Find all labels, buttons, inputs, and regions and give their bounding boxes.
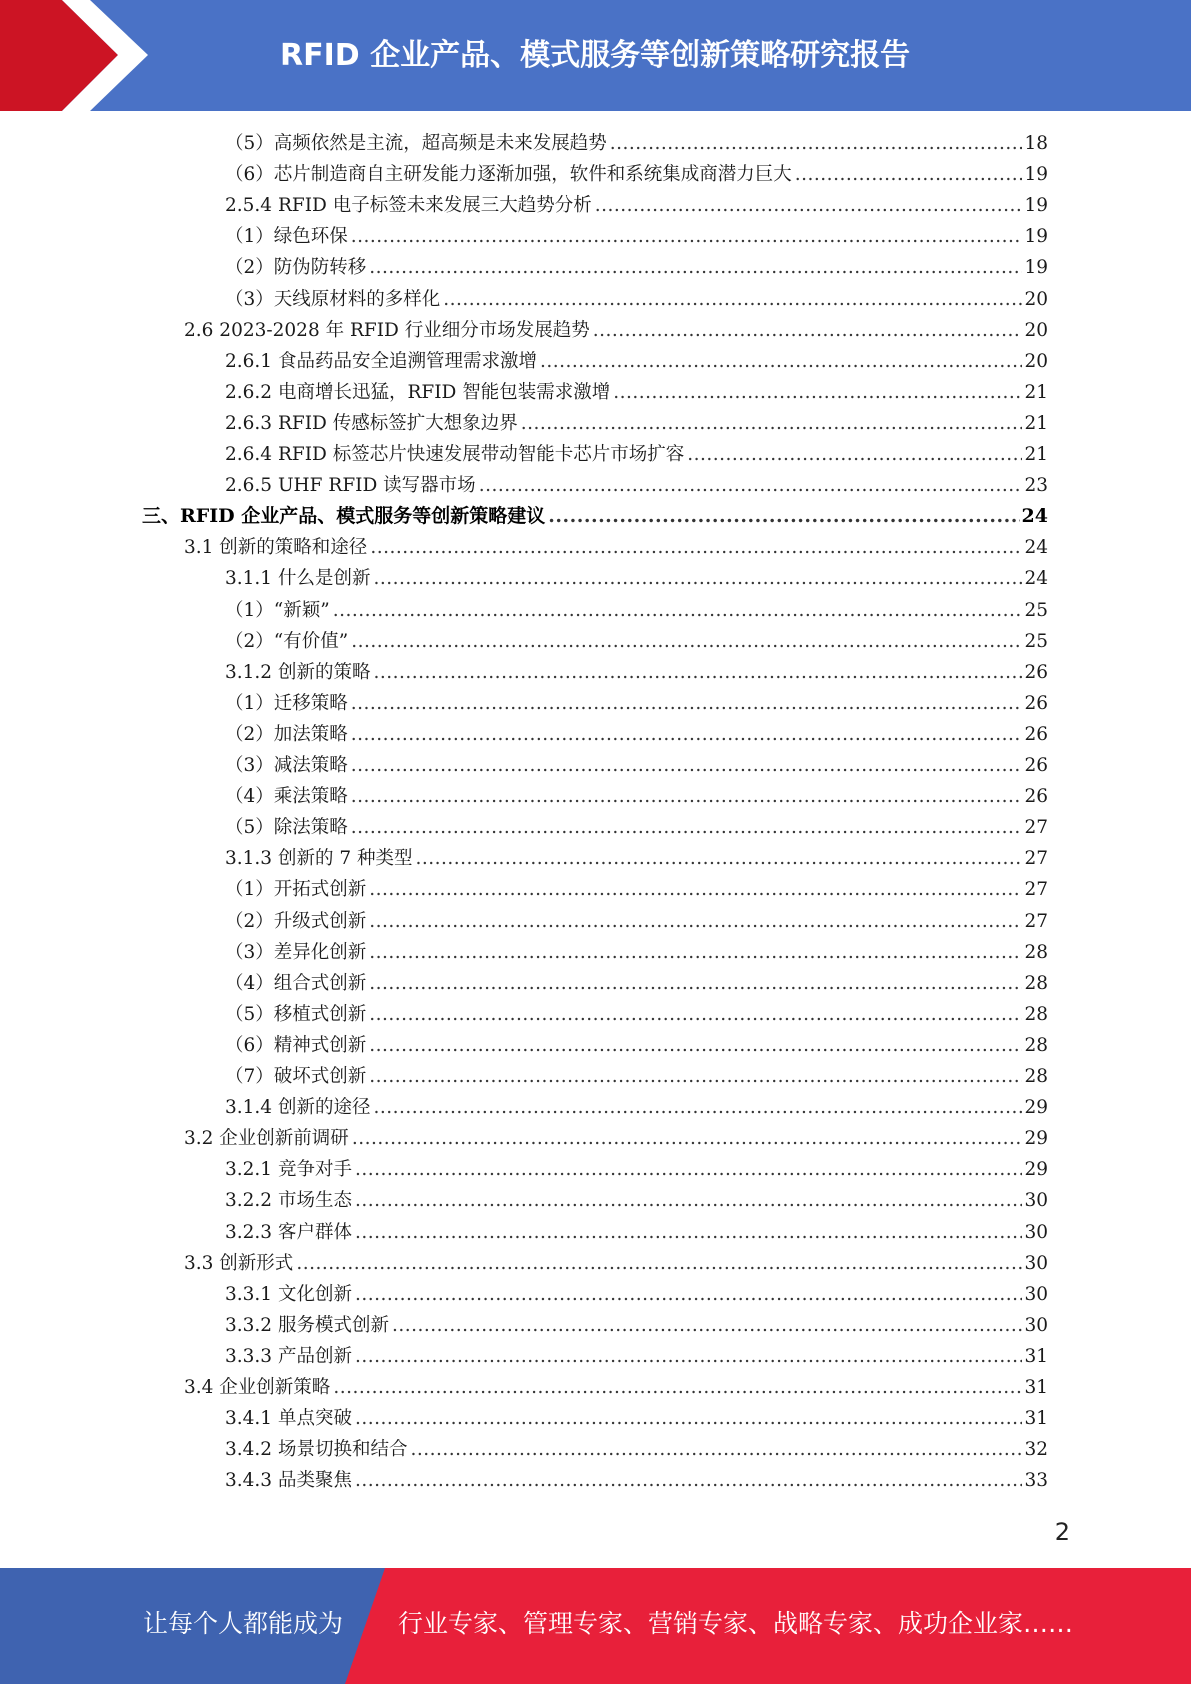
toc-entry-label: 2.6.4 RFID 标签芯片快速发展带动智能卡芯片市场扩容 (225, 444, 685, 465)
toc-entry-page: 28 (1024, 1034, 1048, 1056)
toc-entry[interactable] (225, 937, 1048, 968)
toc-entry[interactable] (225, 377, 1048, 408)
toc-entry-page: 20 (1024, 288, 1048, 310)
toc-entry[interactable] (225, 843, 1048, 874)
toc-entry-label: （6）芯片制造商自主研发能力逐渐加强，软件和系统集成商潜力巨大 (225, 164, 792, 186)
toc-entry-label: （3）差异化创新 (225, 941, 367, 963)
toc-entry[interactable] (225, 874, 1048, 905)
toc-entry-page: 19 (1024, 226, 1048, 248)
toc-entry-label: 3.1.1 什么是创新 (225, 568, 371, 590)
toc-entry-label: 三、RFID 企业产品、模式服务等创新策略建议 (142, 505, 546, 528)
toc-entry-page: 19 (1024, 195, 1048, 217)
toc-entry-label: （3）天线原材料的多样化 (225, 288, 441, 310)
toc-entry[interactable] (225, 1030, 1048, 1061)
toc-entry-page: 24 (1024, 537, 1048, 559)
toc-entry-label: 3.1 创新的策略和途径 (184, 537, 368, 559)
toc-leader-dots (296, 1248, 1022, 1279)
toc-leader-dots (355, 1341, 1023, 1372)
toc-entry[interactable] (184, 1248, 1048, 1279)
toc-leader-dots (355, 1217, 1023, 1248)
toc-leader-dots (355, 1185, 1023, 1216)
toc-leader-dots (610, 128, 1023, 159)
toc-entry[interactable] (184, 1123, 1048, 1154)
toc-entry-label: 3.2 企业创新前调研 (184, 1128, 349, 1150)
toc-entry[interactable] (225, 999, 1048, 1030)
toc-entry[interactable] (184, 532, 1048, 563)
toc-leader-dots (369, 999, 1022, 1030)
toc-entry-page: 28 (1024, 972, 1048, 994)
toc-leader-dots (795, 159, 1023, 190)
toc-leader-dots (369, 252, 1022, 283)
toc-entry-label: 3.4.3 品类聚焦 (225, 1470, 352, 1492)
toc-entry[interactable] (225, 1279, 1048, 1310)
toc-entry-page: 31 (1024, 1408, 1048, 1430)
toc-entry[interactable] (225, 470, 1048, 501)
toc-leader-dots (355, 1403, 1023, 1434)
toc-leader-dots (443, 284, 1022, 315)
toc-entry-page: 21 (1024, 381, 1048, 403)
toc-entry[interactable] (225, 563, 1048, 594)
toc-entry[interactable] (142, 501, 1048, 532)
toc-entry[interactable] (225, 221, 1048, 252)
toc-entry[interactable] (225, 1403, 1048, 1434)
toc-entry-label: （5）高频依然是主流，超高频是未来发展趋势 (225, 133, 607, 154)
toc-leader-dots (355, 1465, 1023, 1496)
toc-entry[interactable] (225, 781, 1048, 812)
toc-entry-label: （4）组合式创新 (225, 972, 367, 994)
toc-entry[interactable] (225, 1185, 1048, 1216)
toc-entry-label: （2）防伪防转移 (225, 257, 367, 279)
toc-entry-page: 21 (1024, 444, 1048, 465)
toc-leader-dots (613, 377, 1022, 408)
toc-leader-dots (352, 1123, 1023, 1154)
toc-entry-label: （1）绿色环保 (225, 226, 348, 248)
toc-entry-page: 28 (1024, 1003, 1048, 1025)
toc-entry[interactable] (184, 315, 1048, 346)
page-number: 2 (1054, 1518, 1070, 1546)
toc-leader-dots (351, 221, 1023, 252)
toc-entry-page: 19 (1024, 164, 1048, 186)
toc-entry-page: 26 (1024, 755, 1048, 776)
toc-entry[interactable] (225, 812, 1048, 843)
toc-leader-dots (351, 812, 1023, 843)
toc-entry-page: 26 (1024, 661, 1048, 683)
toc-entry-label: （2）升级式创新 (225, 910, 367, 932)
toc-entry-page: 30 (1024, 1314, 1048, 1336)
toc-leader-dots (369, 937, 1022, 968)
toc-leader-dots (373, 563, 1022, 594)
toc-entry-page: 28 (1024, 1066, 1048, 1087)
toc-entry-label: （1）迁移策略 (225, 692, 348, 714)
toc-entry-page: 20 (1024, 319, 1048, 341)
toc-leader-dots (392, 1310, 1022, 1341)
toc-entry-page: 30 (1024, 1190, 1048, 1212)
toc-entry-label: 3.4.1 单点突破 (225, 1408, 352, 1430)
toc-entry-label: 3.4 企业创新策略 (184, 1377, 331, 1398)
toc-entry-page: 27 (1024, 848, 1048, 870)
toc-leader-dots (593, 315, 1023, 346)
toc-entry[interactable] (225, 439, 1048, 470)
toc-entry-label: （4）乘法策略 (225, 786, 348, 808)
toc-entry-label: 3.2.2 市场生态 (225, 1190, 352, 1212)
toc-leader-dots (369, 874, 1022, 905)
header-banner (0, 0, 1191, 111)
toc-leader-dots (333, 595, 1023, 626)
toc-entry-label: （5）移植式创新 (225, 1003, 367, 1025)
toc-entry-page: 24 (1021, 505, 1048, 528)
toc-leader-dots (351, 781, 1023, 812)
toc-entry-page: 19 (1024, 257, 1048, 279)
toc-entry-page: 20 (1024, 350, 1048, 372)
toc-entry-label: （7）破坏式创新 (225, 1066, 367, 1087)
toc-entry-page: 26 (1024, 723, 1048, 745)
page-title: RFID 企业产品、模式服务等创新策略研究报告 (280, 38, 911, 73)
toc-entry[interactable] (225, 1061, 1048, 1092)
toc-entry-label: 2.6.1 食品药品安全追溯管理需求激增 (225, 350, 537, 372)
toc-entry-page: 26 (1024, 692, 1048, 714)
toc-entry-label: 2.6.2 电商增长迅猛，RFID 智能包装需求激增 (225, 381, 611, 403)
toc-leader-dots (548, 501, 1019, 532)
toc-entry-page: 29 (1024, 1159, 1048, 1181)
toc-entry[interactable] (225, 284, 1048, 315)
toc-entry-page: 30 (1024, 1221, 1048, 1243)
toc-entry[interactable] (225, 408, 1048, 439)
toc-entry-label: 2.6 2023-2028 年 RFID 行业细分市场发展趋势 (184, 319, 590, 341)
toc-entry[interactable] (225, 719, 1048, 750)
toc-leader-dots (351, 750, 1023, 781)
toc-entry-page: 21 (1024, 412, 1048, 434)
toc-entry[interactable] (225, 657, 1048, 688)
toc-entry-label: （3）减法策略 (225, 755, 348, 776)
toc-entry-label: 3.3 创新形式 (184, 1252, 294, 1274)
toc-leader-dots (540, 346, 1022, 377)
toc-entry-page: 27 (1024, 910, 1048, 932)
toc-entry[interactable] (225, 1341, 1048, 1372)
toc-leader-dots (333, 1372, 1022, 1403)
footer-slogan-left: 让每个人都能成为 (143, 1609, 344, 1638)
toc-entry-label: 2.6.5 UHF RFID 读写器市场 (225, 475, 476, 497)
toc-entry-page: 18 (1024, 133, 1048, 154)
toc-entry-label: （1）“新颖” (225, 599, 330, 621)
toc-entry[interactable] (225, 688, 1048, 719)
toc-entry[interactable] (184, 1372, 1048, 1403)
toc-entry[interactable] (225, 1434, 1048, 1465)
toc-entry[interactable] (225, 190, 1048, 221)
toc-leader-dots (595, 190, 1023, 221)
toc-entry-page: 24 (1024, 568, 1048, 590)
toc-entry-page: 26 (1024, 786, 1048, 808)
toc-leader-dots (351, 719, 1023, 750)
toc-entry[interactable] (225, 159, 1048, 190)
toc-entry-label: 3.1.4 创新的途径 (225, 1097, 371, 1119)
toc-entry-label: （1）开拓式创新 (225, 879, 367, 901)
toc-entry[interactable] (225, 750, 1048, 781)
toc-entry-label: 3.4.2 场景切换和结合 (225, 1439, 408, 1461)
toc-entry[interactable] (225, 626, 1048, 657)
toc-leader-dots (416, 843, 1023, 874)
toc-entry-label: 3.3.1 文化创新 (225, 1283, 352, 1305)
toc-entry-page: 27 (1024, 817, 1048, 839)
toc-entry-label: （5）除法策略 (225, 817, 348, 839)
toc-leader-dots (479, 470, 1023, 501)
header-arrow-graphic (0, 0, 160, 111)
toc-entry[interactable] (225, 128, 1048, 159)
toc-entry-page: 23 (1024, 475, 1048, 497)
toc-entry[interactable] (225, 1465, 1048, 1496)
toc-entry[interactable] (225, 252, 1048, 283)
toc-leader-dots (410, 1434, 1022, 1465)
toc-entry-page: 29 (1024, 1097, 1048, 1119)
toc-entry[interactable] (225, 1092, 1048, 1123)
toc-leader-dots (373, 1092, 1022, 1123)
toc-entry-page: 31 (1024, 1345, 1048, 1367)
toc-leader-dots (369, 906, 1022, 937)
footer-banner (0, 1568, 1191, 1684)
toc-entry-page: 31 (1024, 1377, 1048, 1398)
toc-leader-dots (370, 532, 1022, 563)
toc-entry-page: 33 (1024, 1470, 1048, 1492)
toc-entry-page: 29 (1024, 1128, 1048, 1150)
toc-entry-label: 3.3.2 服务模式创新 (225, 1314, 389, 1336)
toc-leader-dots (351, 626, 1022, 657)
toc-leader-dots (355, 1154, 1023, 1185)
toc-leader-dots (351, 688, 1023, 719)
toc-leader-dots (355, 1279, 1023, 1310)
toc-entry-page: 30 (1024, 1283, 1048, 1305)
footer-slogan-right: 行业专家、管理专家、营销专家、战略专家、成功企业家…… (398, 1609, 1074, 1638)
toc-entry-label: 3.3.3 产品创新 (225, 1345, 352, 1367)
toc-entry-label: 2.6.3 RFID 传感标签扩大想象边界 (225, 412, 518, 434)
toc-entry-label: 3.1.3 创新的 7 种类型 (225, 848, 413, 870)
toc-leader-dots (369, 1030, 1022, 1061)
toc-entry[interactable] (225, 1217, 1048, 1248)
toc-entry-label: （6）精神式创新 (225, 1034, 367, 1056)
toc-leader-dots (369, 1061, 1022, 1092)
toc-entry-label: 3.1.2 创新的策略 (225, 661, 371, 683)
toc-entry-page: 25 (1024, 599, 1048, 621)
toc-leader-dots (687, 439, 1022, 470)
toc-entry[interactable] (225, 346, 1048, 377)
toc-leader-dots (369, 968, 1022, 999)
toc-entry-label: （2）加法策略 (225, 723, 348, 745)
toc-entry-label: （2）“有价值” (225, 630, 349, 652)
toc-entry-label: 2.5.4 RFID 电子标签未来发展三大趋势分析 (225, 195, 592, 217)
toc-entry-page: 30 (1024, 1252, 1048, 1274)
toc-leader-dots (521, 408, 1023, 439)
toc-entry[interactable] (225, 906, 1048, 937)
toc-leader-dots (373, 657, 1022, 688)
toc-entry-page: 25 (1024, 630, 1048, 652)
toc-entry-page: 32 (1024, 1439, 1048, 1461)
toc-entry-page: 28 (1024, 941, 1048, 963)
toc-entry[interactable] (225, 1154, 1048, 1185)
toc-entry-label: 3.2.1 竞争对手 (225, 1159, 352, 1181)
toc-entry[interactable] (225, 1310, 1048, 1341)
toc-entry-label: 3.2.3 客户群体 (225, 1221, 352, 1243)
toc-entry-page: 27 (1024, 879, 1048, 901)
toc-entry[interactable] (225, 595, 1048, 626)
toc-entry[interactable] (225, 968, 1048, 999)
